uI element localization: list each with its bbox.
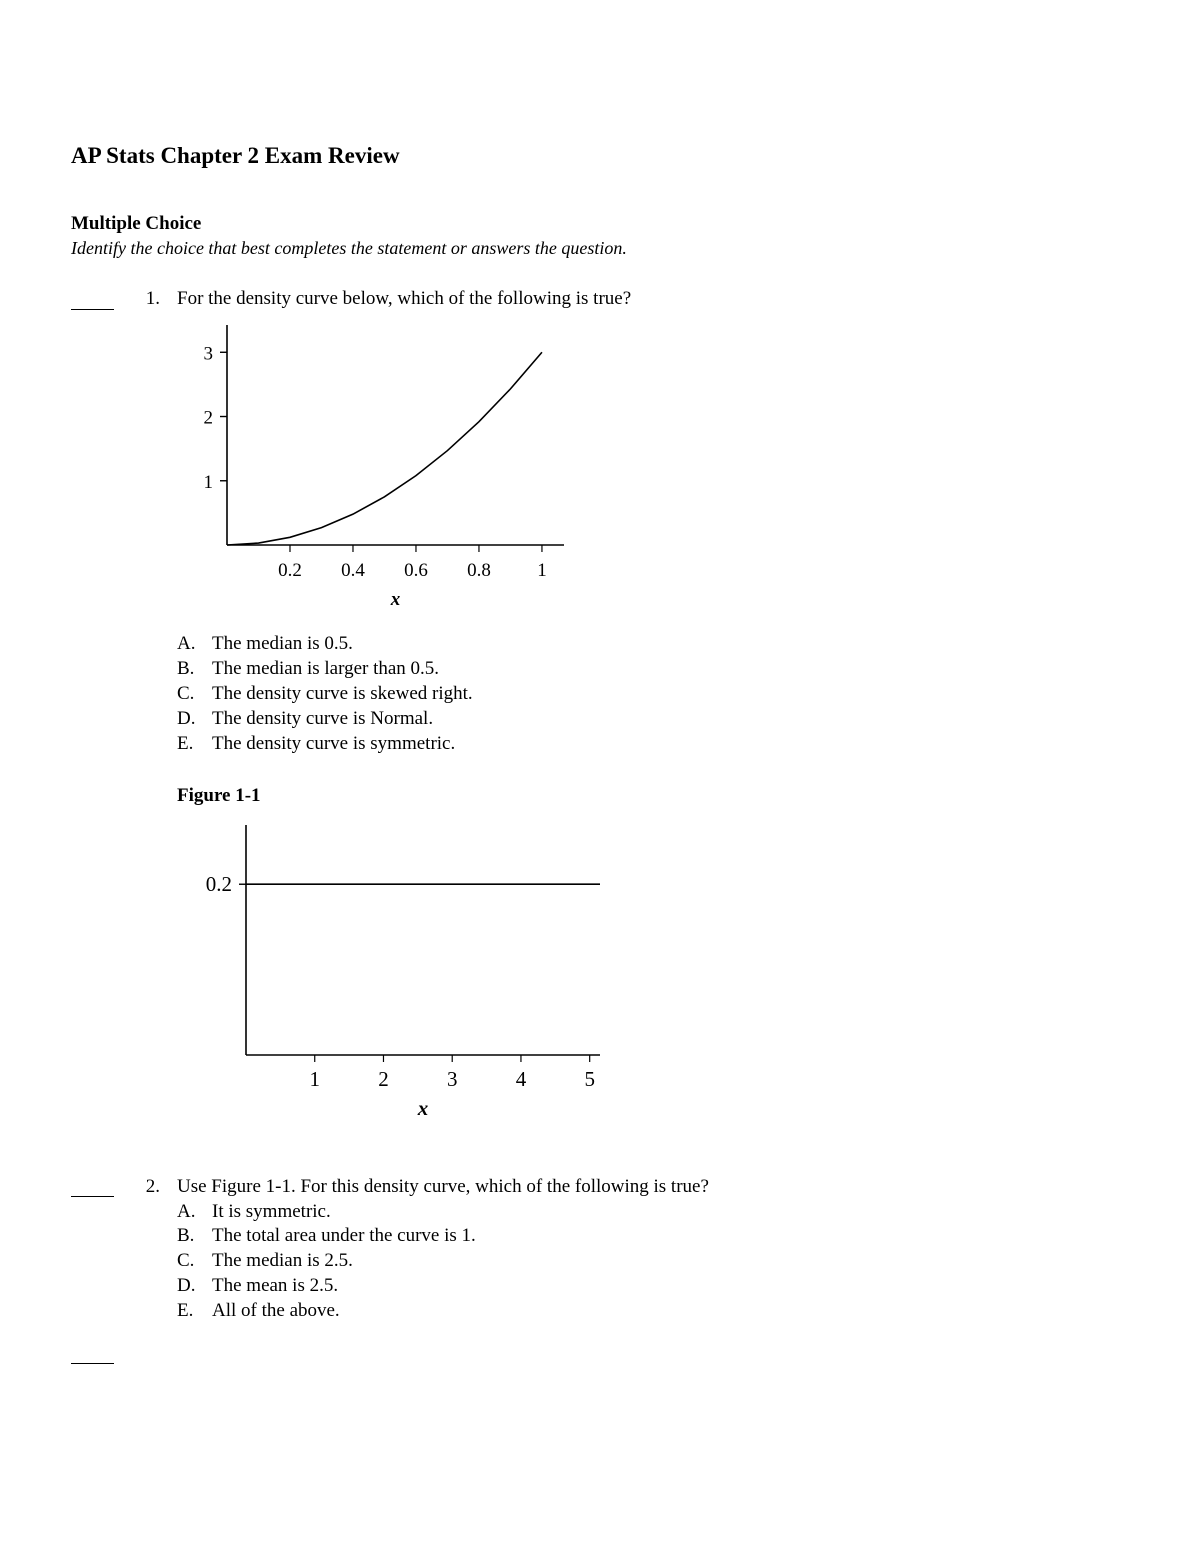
option-letter: D. xyxy=(177,1275,196,1296)
y-tick-label: 0.2 xyxy=(205,872,232,897)
x-tick-label: 4 xyxy=(515,1067,527,1091)
answer-blank-1[interactable] xyxy=(71,309,114,310)
y-tick-label: 2 xyxy=(203,407,213,429)
x-tick-label: 0.4 xyxy=(341,560,365,581)
answer-option xyxy=(177,1275,338,1297)
answer-option xyxy=(177,683,473,705)
x-tick-label: 2 xyxy=(378,1067,389,1091)
answer-option xyxy=(177,1225,476,1247)
answer-option xyxy=(177,733,455,755)
x-tick-label: 5 xyxy=(584,1067,595,1091)
x-tick-label: 0.2 xyxy=(278,560,302,581)
answer-option xyxy=(177,708,433,730)
option-letter: C. xyxy=(177,1250,195,1271)
x-tick-label: 0.8 xyxy=(467,560,491,581)
option-letter: E. xyxy=(177,1300,194,1321)
option-letter: D. xyxy=(177,708,196,729)
section-heading: Multiple Choice xyxy=(71,213,202,234)
y-tick-label: 3 xyxy=(203,343,213,365)
answer-blank-2[interactable] xyxy=(71,1196,114,1197)
uniform-density-chart xyxy=(190,825,620,1125)
option-text: It is symmetric. xyxy=(212,1201,331,1222)
x-tick-label: 3 xyxy=(446,1067,458,1091)
y-tick-label: 1 xyxy=(203,471,213,493)
option-text: The density curve is Normal. xyxy=(212,708,434,729)
question-text: Use Figure 1-1. For this density curve, which of the following is true? xyxy=(177,1176,709,1197)
option-text: The median is larger than 0.5. xyxy=(212,658,440,679)
option-letter: A. xyxy=(177,1201,196,1222)
option-letter: A. xyxy=(177,633,196,654)
answer-blank-3[interactable] xyxy=(71,1363,114,1364)
x-tick-label: 0.6 xyxy=(404,560,428,581)
x-tick-label: 1 xyxy=(309,1067,320,1091)
answer-option xyxy=(177,1250,353,1272)
question-number: 1. xyxy=(145,288,160,309)
option-text: The mean is 2.5. xyxy=(212,1275,339,1296)
answer-option xyxy=(177,1201,331,1223)
option-text: All of the above. xyxy=(212,1300,340,1321)
page-title: AP Stats Chapter 2 Exam Review xyxy=(71,143,400,168)
option-letter: E. xyxy=(177,733,194,754)
answer-option xyxy=(177,633,353,655)
x-axis-label: x xyxy=(390,589,401,610)
instructions: Identify the choice that best completes the statement or answers the question. xyxy=(71,238,627,258)
answer-option xyxy=(177,1300,340,1322)
x-axis-label: x xyxy=(417,1096,429,1120)
density-curve-line xyxy=(227,352,542,545)
answer-option xyxy=(177,658,439,680)
option-letter: B. xyxy=(177,658,195,679)
question-number: 2. xyxy=(145,1176,160,1197)
option-text: The total area under the curve is 1. xyxy=(212,1225,476,1246)
option-text: The density curve is symmetric. xyxy=(212,733,456,754)
figure-caption: Figure 1-1 xyxy=(177,785,261,806)
question-text: For the density curve below, which of the following is true? xyxy=(177,288,632,309)
option-text: The density curve is skewed right. xyxy=(212,683,473,704)
x-tick-label: 1 xyxy=(537,560,547,581)
option-text: The median is 2.5. xyxy=(212,1250,353,1271)
option-letter: B. xyxy=(177,1225,195,1246)
density-curve-chart xyxy=(180,325,580,615)
option-letter: C. xyxy=(177,683,195,704)
option-text: The median is 0.5. xyxy=(212,633,353,654)
